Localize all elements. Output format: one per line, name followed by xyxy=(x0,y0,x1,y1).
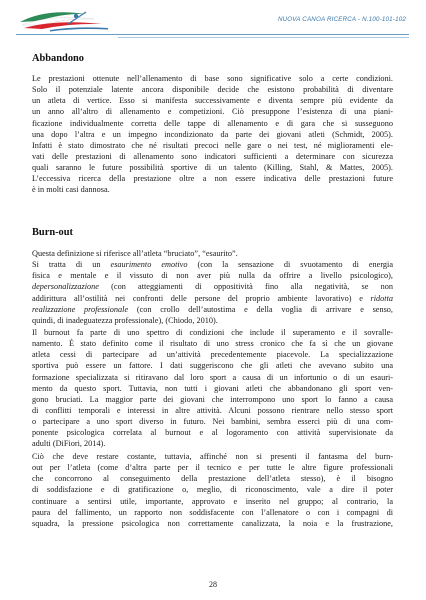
text-line: formazione specializzata si ritiravano dal loro sport a causa di un infortunio o di un esauri- xyxy=(32,372,393,382)
text-line: realizzazione professionale (con crollo dell’autostima e della voglia di arrivare e senso, xyxy=(32,304,393,314)
text-line: un atleta di vertice. Esso si manifesta successivamente e diventa sempre più evidente da xyxy=(32,96,393,106)
text-line: paura del fallimento, un rapporto non soddisfacente con l’allenatore o con i compagni di xyxy=(32,507,393,517)
text-line: ponente psicologica correlata al burnout e al logoramento con attività supervisionate da xyxy=(32,428,393,438)
text-line: addirittura all’ostilità nei confronti delle persone del proprio ambiente lavorativo) e ridotta xyxy=(32,293,393,303)
journal-title: NUOVA CANOA RICERCA - N.100-101-102 xyxy=(277,16,406,23)
text-line xyxy=(32,259,393,270)
section-title-burnout: Burn-out xyxy=(32,227,73,238)
text-line: quindi, di inadeguatezza professionale), (Chiodo, 2010). xyxy=(32,315,218,325)
text-line: vati delle prestazioni di allenamento sono indicatori sufficienti a determinare con sicurezza xyxy=(32,151,393,161)
text-line: di conflitti temporali e interessi in altre attività. Alcuni possono rientrare nello stesso sport xyxy=(32,405,393,415)
text-line: Il burnout fa parte di uno spettro di condizioni che include il superamento e il sovralle- xyxy=(32,328,393,337)
text-line: depersonalizzazione (con atteggiamenti di oppositività fino alla negatività, se non xyxy=(32,282,393,292)
paragraph-abbandono xyxy=(32,73,393,196)
canoe-federation-logo xyxy=(16,4,116,34)
text-line: continuare a sentirsi utile, importante, approvato e inserito nel gruppo; al contrario, la xyxy=(32,496,393,506)
text-line: squadra, la pressione psicologica non correttamente canalizzata, la noia e la frustrazione, xyxy=(32,518,393,528)
paragraph-burnout-spectrum xyxy=(32,327,393,450)
text-line: fisica e mentale e il vissuto di non aver più nulla da offrire a livello psicologico), xyxy=(32,271,393,281)
text-line: adulti (DiFiori, 2014). xyxy=(32,439,106,449)
text-line: Infatti è stato dimostrato che né risultati precoci nelle gare o nei test, né miglioramenti ele- xyxy=(32,140,393,150)
text-line: sportiva può essere un fattore. I dati suggeriscono che gli atleti che avevano subito una xyxy=(32,361,393,371)
text-line: gono bruciati. La maggior parte dei giovani che interrompono uno sport lo fanno a causa xyxy=(32,394,393,404)
text-line: è in molti casi dannosa. xyxy=(32,185,110,195)
text-line: una dopo l’altra e un impegno incondizionato da parte dei giovani atleti (Schmidt, 2005). xyxy=(32,129,393,139)
paragraph-burnout-definition xyxy=(32,248,393,326)
header-rule xyxy=(16,34,409,35)
text-line: Le prestazioni ottenute nell’allenamento di base sono significative solo a certe condizioni. xyxy=(32,74,393,83)
text-line: di soddisfazione e di gratificazione o, meglio, di riconoscimento, vale a dire il poter xyxy=(32,485,393,495)
text-line: namento. È stato definito come il risultato di uno stress cronico che fa sì che un giovane xyxy=(32,339,393,349)
page-number: 28 xyxy=(209,580,217,589)
text-line: che concorrono al conseguimento della prestazione dell’atleta stesso), è il bisogno xyxy=(32,474,393,484)
text-line: L’eccessiva ricerca della prestazione oltre a non essere indicativa delle prestazioni future xyxy=(32,174,393,184)
section-title-abbandono: Abbandono xyxy=(32,53,84,64)
text-line: quali saranno le future possibilità sportive di un talento (Killing, Stahl, & Mattes, 2005). xyxy=(32,163,393,173)
text-line: un anno all’altro di allenamento e competizioni. Ciò presuppone l’esistenza di una piani- xyxy=(32,107,393,117)
text-line: Solo il potenziale latente ancora disponibile decide che esistono probabilità di diventare xyxy=(32,85,393,95)
text-line: o partecipare a uno sport diverso in futuro. Nei bambini, sembra esserci più di una com- xyxy=(32,417,393,427)
text-line: atleta cessi di partecipare ad un’attività precedentemente piacevole. La specializzazione xyxy=(32,350,393,360)
text-run: Si tratta di un esaurimento emotivo (con la sensazione di svuotamento di energia xyxy=(32,260,393,270)
header-rule-secondary xyxy=(118,37,409,38)
text-line: Ciò che deve restare costante, tuttavia, affinché non si presenti il fantasma del burn- xyxy=(32,452,393,461)
text-line: mento da questo sport. Tuttavia, non tutti i giovani atleti che abbandonano gli sport ven- xyxy=(32,383,393,393)
paragraph-burnout-needs xyxy=(32,451,393,529)
text-line: out per l’atleta (come d’altra parte per il tecnico e per tutte le altre figure professionali xyxy=(32,463,393,473)
text-line: Questa definizione si riferisce all’atleta “bruciato”, “esaurito”. xyxy=(32,249,238,258)
text-line: ficazione individualmente corretta delle tappe di allenamento e di gara che si susseguono xyxy=(32,118,393,128)
page-header xyxy=(0,0,426,40)
